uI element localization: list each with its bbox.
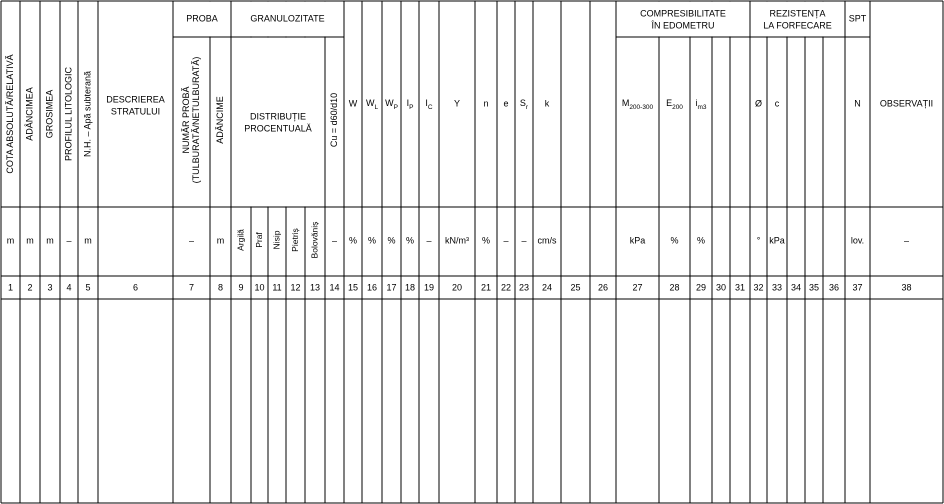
unit-cell: Praf	[253, 232, 264, 248]
group-granulozitate: GRANULOZITATE	[250, 13, 325, 24]
column-header: Ø	[754, 98, 763, 109]
column-number: 4	[66, 282, 72, 293]
column-header: c	[774, 98, 780, 109]
column-number: 13	[309, 282, 321, 293]
distributie-label-2: PROCENTUALĂ	[244, 123, 312, 134]
column-number: 3	[47, 282, 53, 293]
unit-cell: kN/m³	[445, 235, 469, 246]
column-header: ADÂNCIME	[214, 96, 225, 144]
column-number: 24	[541, 282, 553, 293]
column-number: 31	[734, 282, 746, 293]
column-number: 18	[404, 282, 416, 293]
distributie-label: DISTRIBUȚIE	[249, 111, 307, 122]
unit-cell: %	[387, 235, 396, 246]
column-header: COTA ABSOLUTĂ/RELATIVĂ	[4, 54, 15, 174]
column-header: Cu = d60/d10	[328, 92, 339, 148]
column-number: 36	[828, 282, 840, 293]
header-texts	[5, 8, 933, 292]
column-header: $W_P$	[385, 98, 398, 111]
column-number: 26	[597, 282, 609, 293]
unit-cell: Nisip	[271, 230, 282, 250]
grid-lines	[1, 1, 943, 503]
column-header: n	[483, 98, 489, 109]
column-header: $I_P$	[406, 98, 414, 111]
merged-cell-distributie	[232, 38, 325, 207]
column-number: 30	[715, 282, 727, 293]
unit-cell: –	[66, 235, 72, 246]
group-rezistenta-sub: LA FORFECARE	[763, 20, 832, 31]
unit-cell: °	[756, 235, 761, 246]
unit-cell: Pietriș	[289, 228, 300, 252]
column-header: $i_{m3}$	[695, 98, 707, 111]
column-header-observatii: OBSERVAȚII	[879, 98, 934, 109]
column-number: 12	[290, 282, 301, 293]
column-number: 22	[500, 282, 512, 293]
column-number: 32	[753, 282, 764, 293]
unit-cell: –	[426, 235, 432, 246]
column-number: 33	[771, 282, 783, 293]
column-number: 23	[518, 282, 530, 293]
column-number: 2	[27, 282, 33, 293]
unit-cell: Bolovăniș	[309, 221, 320, 259]
column-number: 9	[238, 282, 244, 293]
unit-cell: –	[521, 235, 527, 246]
group-compresibilitate-sub: ÎN EDOMETRU	[651, 20, 715, 31]
unit-cell: –	[503, 235, 509, 246]
unit-cell: cm/s	[537, 235, 557, 246]
column-number: 34	[790, 282, 802, 293]
unit-cell: lov.	[850, 235, 865, 246]
column-header: $I_C$	[425, 98, 433, 111]
unit-cell: kPa	[769, 235, 785, 246]
column-header: GROSIMEA	[44, 89, 55, 139]
column-header: W	[348, 98, 358, 109]
column-number: 10	[254, 282, 265, 293]
column-header: STRATULUI	[110, 106, 161, 117]
column-number: 7	[188, 282, 195, 293]
column-number: 16	[366, 282, 378, 293]
column-header: DESCRIEREA	[106, 94, 165, 105]
unit-cell: m	[46, 235, 54, 246]
column-number: 14	[329, 282, 340, 293]
column-number: 1	[7, 282, 14, 293]
column-number: 37	[852, 282, 863, 293]
column-number: 20	[451, 282, 463, 293]
column-number: 15	[347, 282, 359, 293]
unit-cell: %	[367, 235, 377, 246]
unit-cell: –	[903, 235, 910, 246]
column-number: 38	[901, 282, 912, 293]
column-number: 11	[272, 282, 282, 293]
column-number: 17	[386, 282, 397, 293]
unit-cell: Argilă	[235, 229, 246, 251]
unit-cell: m	[6, 235, 15, 246]
column-header: $M_{200-300}$	[621, 98, 654, 111]
unit-cell: –	[188, 235, 195, 246]
column-header: N.H. – Apă subterană	[82, 70, 93, 158]
column-header: PROFILUL LITOLOGIC	[63, 66, 74, 162]
column-number: 27	[632, 282, 643, 293]
unit-cell: %	[481, 235, 491, 246]
column-number: 21	[480, 282, 492, 293]
column-number: 5	[85, 282, 91, 293]
column-header: k	[544, 98, 550, 109]
unit-cell: –	[331, 235, 338, 246]
column-number: 8	[217, 282, 224, 293]
column-header: $S_r$	[519, 98, 529, 111]
group-compresibilitate: COMPRESIBILITATE	[640, 8, 726, 19]
column-header: N	[854, 98, 861, 109]
column-number: 35	[808, 282, 820, 293]
column-header: e	[503, 98, 509, 109]
unit-cell: %	[348, 235, 358, 246]
column-header: Y	[453, 98, 461, 109]
column-number: 19	[423, 282, 435, 293]
unit-cell: kPa	[629, 235, 646, 246]
merged-cell-rezistenta	[751, 2, 845, 37]
unit-cell: %	[670, 235, 679, 246]
column-number: 25	[570, 282, 581, 293]
group-rezistenta: REZISTENȚA	[769, 8, 826, 19]
column-number: 6	[132, 282, 139, 293]
unit-cell: m	[84, 235, 92, 246]
unit-cell: m	[26, 235, 34, 246]
column-header: $E_{200}$	[666, 98, 683, 111]
column-number: 29	[695, 282, 707, 293]
column-header: $W_L$	[365, 98, 379, 111]
column-header: (TULBURATĂ/NETULBURATĂ)	[190, 56, 201, 184]
column-header: NUMĂR PROBĂ	[180, 86, 191, 154]
group-spt: SPT	[848, 13, 867, 24]
group-proba: PROBA	[186, 13, 218, 24]
merged-cell-compresibilitate	[617, 2, 750, 37]
column-number: 28	[669, 282, 680, 293]
column-header: ADÂNCIMEA	[24, 87, 35, 141]
unit-cell: m	[216, 235, 225, 246]
unit-cell: %	[405, 235, 415, 246]
unit-cell: %	[696, 235, 706, 246]
